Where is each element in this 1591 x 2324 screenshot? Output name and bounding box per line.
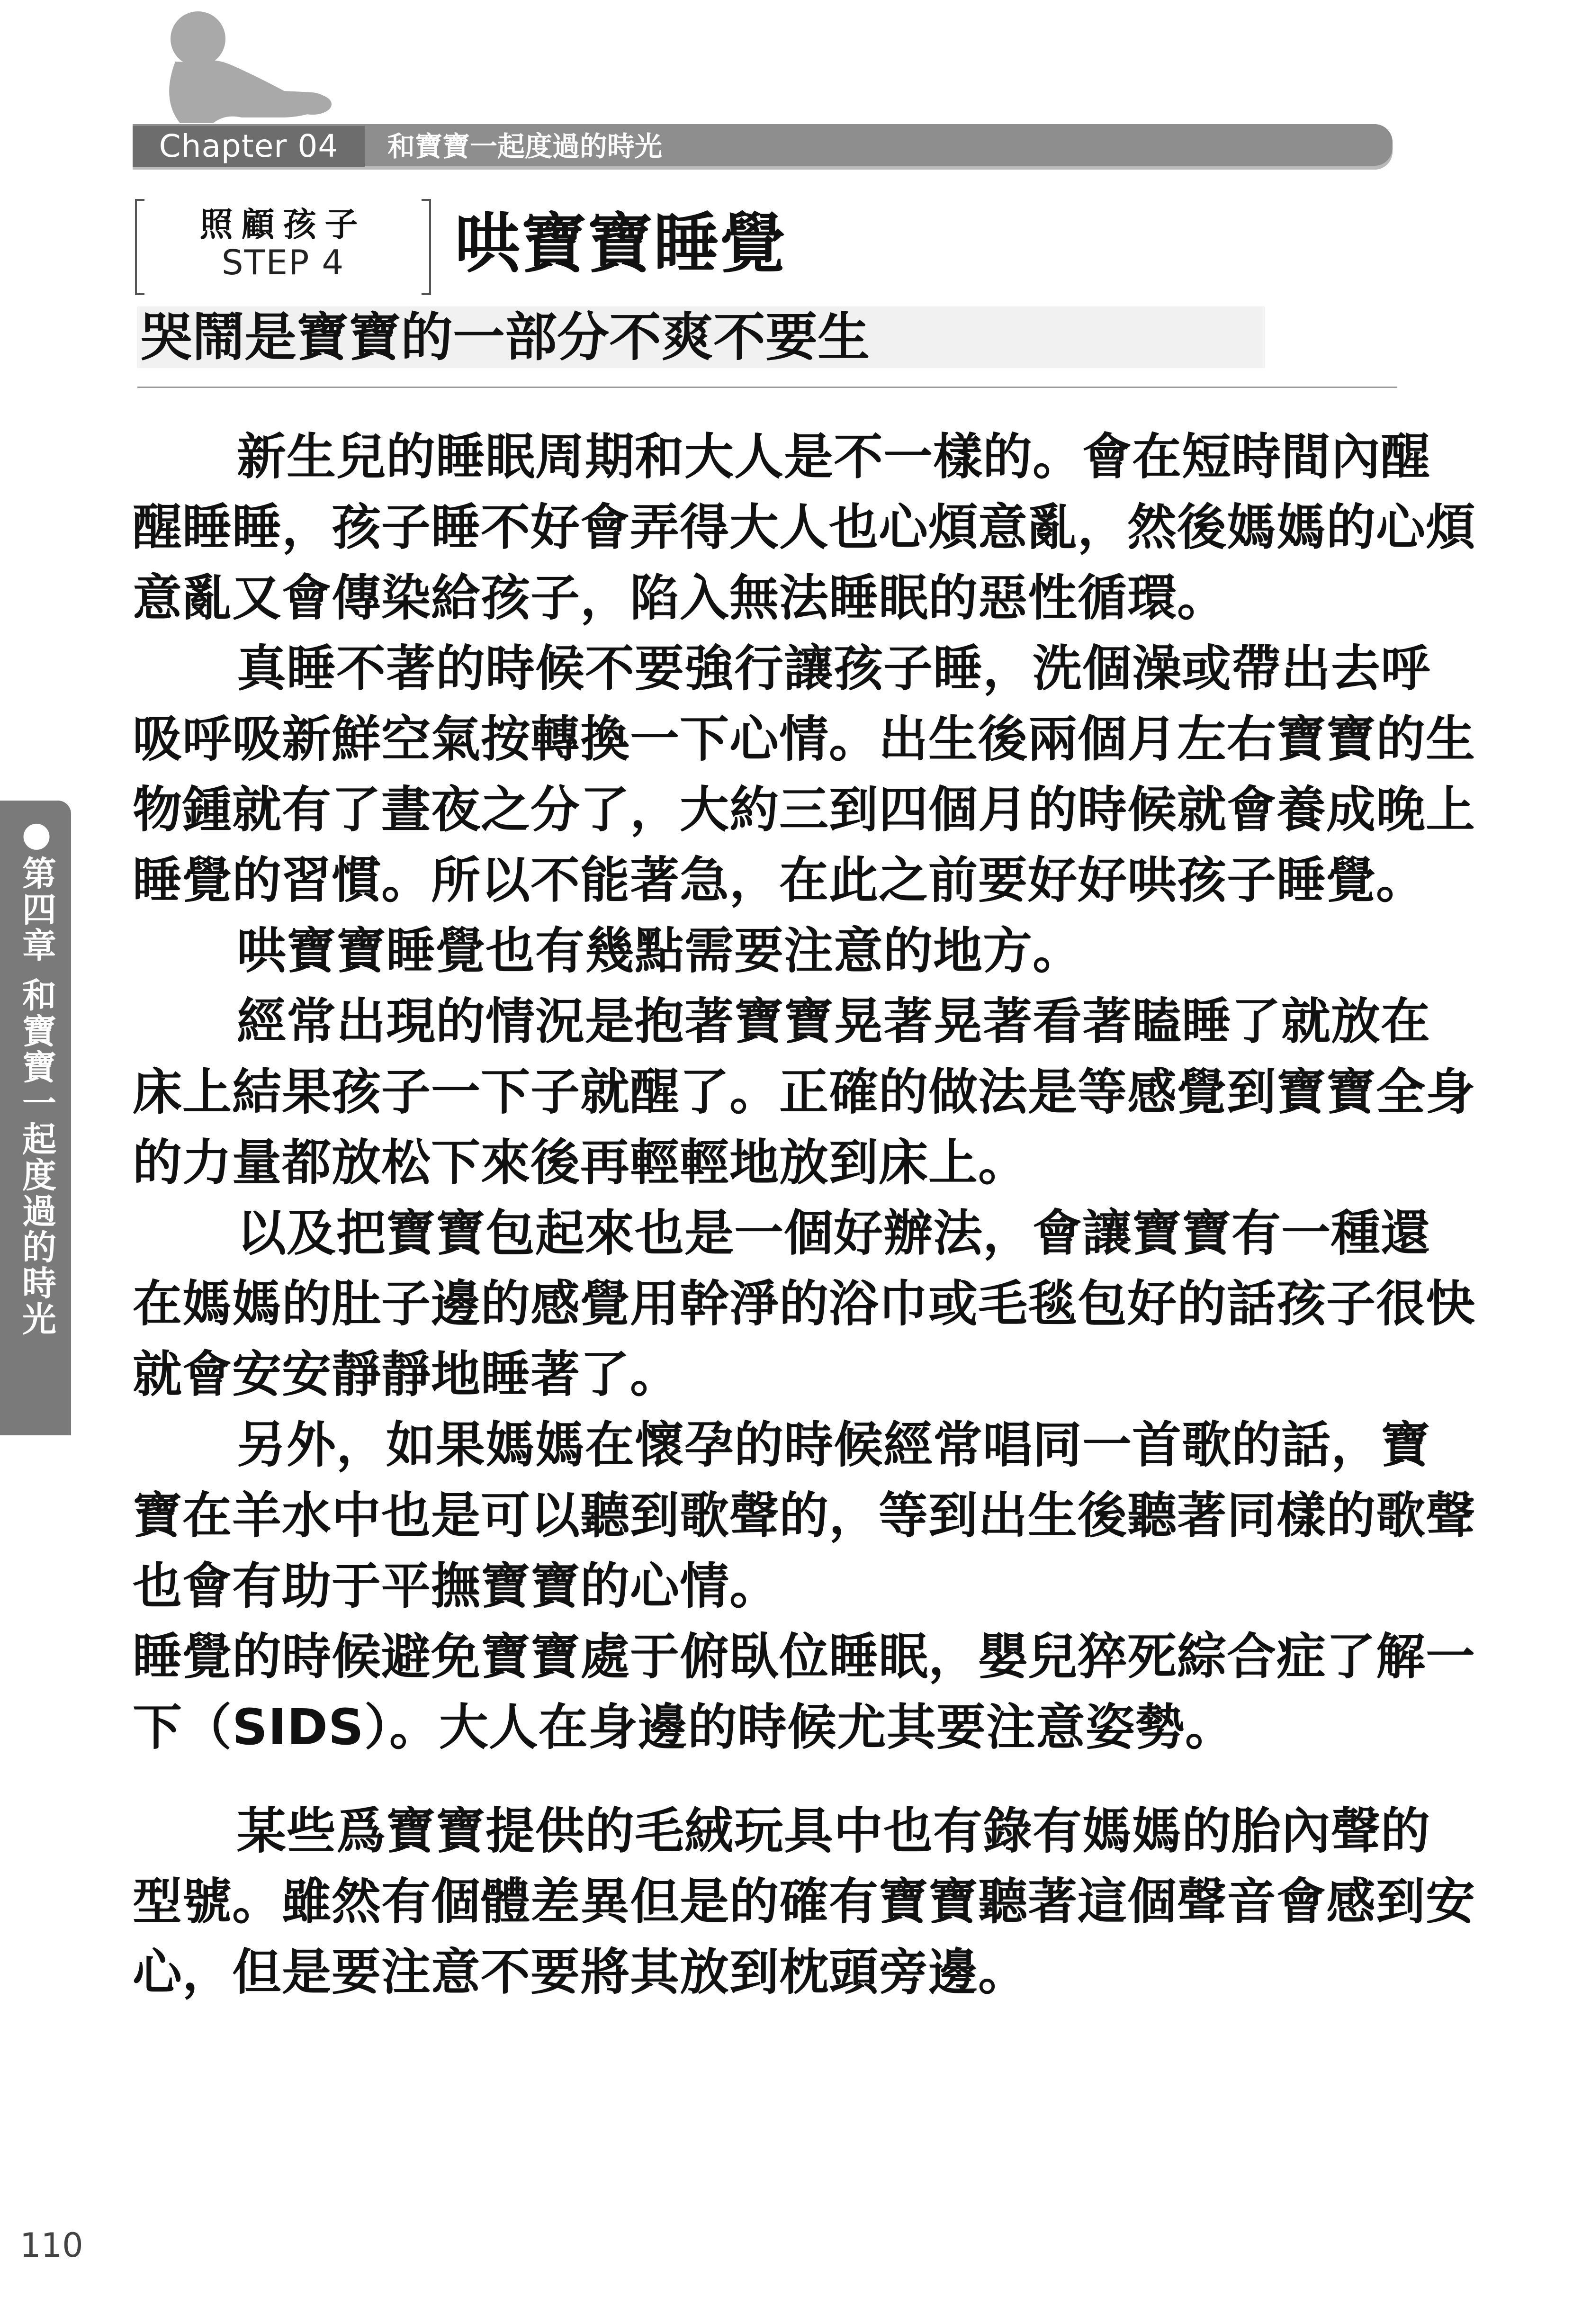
divider	[137, 387, 1397, 388]
side-tab-notch	[0, 1364, 71, 1435]
page-subtitle: 哭鬧是寶寶的一部分不爽不要生	[140, 307, 870, 368]
paragraph: 另外，如果媽媽在懷孕的時候經常唱同一首歌的話，寶寶在羊水中也是可以聽到歌聲的，等到出生後聽著同樣的歌聲也會有助于平撫寶寶的心情。	[133, 1416, 1476, 1615]
paragraph: 睡覺的時候避免寶寶處于俯臥位睡眠，嬰兒猝死綜合症了解一下（SIDS）。大人在身邊的時候尤其要注意姿勢。	[133, 1628, 1476, 1756]
crawling-baby-icon	[142, 5, 341, 128]
right-bracket	[422, 199, 431, 295]
paragraph: 以及把寶寶包起來也是一個好辦法，會讓寶寶有一種還在媽媽的肚子邊的感覺用幹淨的浴巾或毛毯包好的話孩子很快就會安安靜靜地睡著了。	[133, 1204, 1476, 1403]
paragraph: 新生兒的睡眠周期和大人是不一樣的。會在短時間內醒醒睡睡，孩子睡不好會弄得大人也心煩意亂，然後媽媽的心煩意亂又會傳染給孩子，陷入無法睡眠的惡性循環。	[133, 428, 1476, 627]
chapter-label: Chapter 04	[133, 126, 365, 167]
paragraph: 經常出現的情況是抱著寶寶晃著晃著看著瞌睡了就放在床上結果孩子一下子就醒了。正確的做法是等感覺到寶寶全身的力量都放松下來後再輕輕地放到床上。	[133, 992, 1476, 1191]
paragraph: 真睡不著的時候不要強行讓孩子睡，洗個澡或帶出去呼吸呼吸新鮮空氣按轉換一下心情。出生後兩個月左右寶寶的生物鍾就有了晝夜之分了，大約三到四個月的時候就會養成晚上睡覺的習慣。所以不能著急，在此之前要好好哄孩子睡覺。	[133, 640, 1476, 909]
side-tab-label: ●第四章 和寶寶一起度過的時光	[17, 814, 56, 1338]
paragraph: 哄寶寶睡覺也有幾點需要注意的地方。	[237, 922, 1083, 980]
article-body	[133, 422, 1478, 2008]
chapter-title: 和寶寶一起度過的時光	[387, 130, 663, 162]
step-category: 照顧孩子	[199, 205, 367, 244]
page-number: 110	[20, 2226, 83, 2265]
left-bracket	[135, 199, 144, 295]
step-badge	[135, 199, 431, 291]
paragraph: 某些爲寶寶提供的毛絨玩具中也有錄有媽媽的胎內聲的型號。雖然有個體差異但是的確有寶寶聽著這個聲音會感到安心，但是要注意不要將其放到枕頭旁邊。	[133, 1802, 1476, 2001]
page-title: 哄寶寶睡覺	[455, 206, 787, 282]
step-number: STEP 4	[221, 243, 345, 282]
